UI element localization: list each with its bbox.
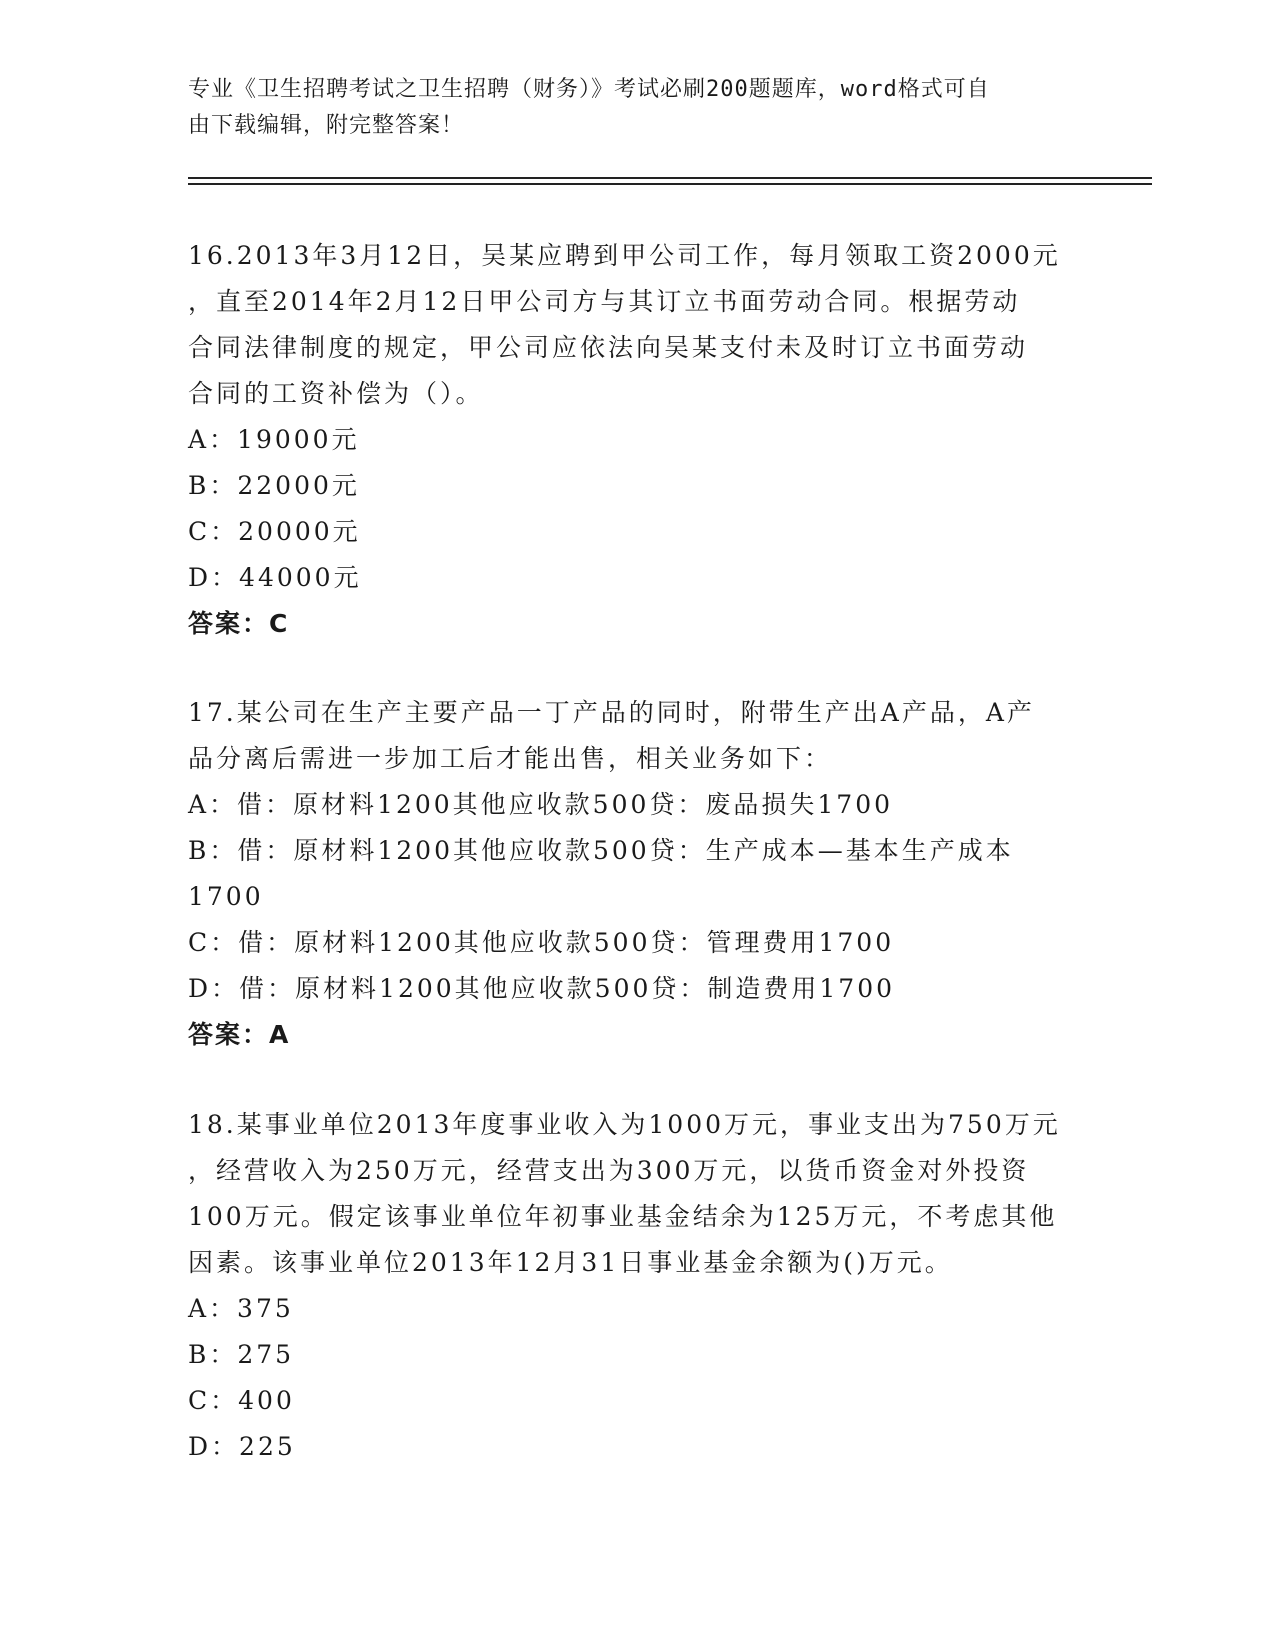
header-divider-top xyxy=(188,177,1152,179)
stem-line: 因素。该事业单位2013年12月31日事业基金余额为()万元。 xyxy=(188,1248,953,1277)
option-b: B：借：原材料1200其他应收款500贷：生产成本—基本生产成本 xyxy=(188,836,1014,865)
question-16 xyxy=(188,233,1088,647)
stem-line: ，经营收入为250万元，经营支出为300万元，以货币资金对外投资 xyxy=(188,1156,1030,1185)
option-d: D：44000元 xyxy=(188,563,362,592)
question-stem xyxy=(188,690,1088,782)
question-stem xyxy=(188,1102,1088,1286)
option-a: A：借：原材料1200其他应收款500贷：废品损失1700 xyxy=(188,790,894,819)
stem-line: 合同的工资补偿为（）。 xyxy=(188,379,484,408)
header-line-1: 专业《卫生招聘考试之卫生招聘（财务）》考试必刷200题题库，word格式可自 xyxy=(188,77,990,102)
question-18 xyxy=(188,1102,1088,1470)
option-a: A：375 xyxy=(188,1294,294,1323)
option-c: C：400 xyxy=(188,1386,295,1415)
stem-line: 17.某公司在生产主要产品一丁产品的同时，附带生产出A产品，A产 xyxy=(188,698,1035,727)
question-stem xyxy=(188,233,1088,417)
stem-line: 品分离后需进一步加工后才能出售，相关业务如下： xyxy=(188,744,833,773)
question-17 xyxy=(188,690,1088,1058)
header-divider-bottom xyxy=(188,183,1152,185)
answer-text: 答案：C xyxy=(188,609,290,638)
option-c: C：借：原材料1200其他应收款500贷：管理费用1700 xyxy=(188,928,895,957)
header-line-2: 由下载编辑，附完整答案！ xyxy=(188,113,465,138)
stem-line: 100万元。假定该事业单位年初事业基金结余为125万元，不考虑其他 xyxy=(188,1202,1058,1231)
document-header xyxy=(188,72,1088,144)
option-d: D：225 xyxy=(188,1432,296,1461)
stem-line: 合同法律制度的规定，甲公司应依法向吴某支付未及时订立书面劳动 xyxy=(188,333,1029,362)
option-d: D：借：原材料1200其他应收款500贷：制造费用1700 xyxy=(188,974,896,1003)
option-b: B：275 xyxy=(188,1340,295,1369)
stem-line: 16.2013年3月12日，吴某应聘到甲公司工作，每月领取工资2000元 xyxy=(188,241,1061,270)
answer-text: 答案：A xyxy=(188,1020,291,1049)
option-a: A：19000元 xyxy=(188,425,360,454)
option-c: C：20000元 xyxy=(188,517,361,546)
option-b-continued: 1700 xyxy=(188,882,264,911)
stem-line: ，直至2014年2月12日甲公司方与其订立书面劳动合同。根据劳动 xyxy=(188,287,1021,316)
stem-line: 18.某事业单位2013年度事业收入为1000万元，事业支出为750万元 xyxy=(188,1110,1061,1139)
option-b: B：22000元 xyxy=(188,471,360,500)
